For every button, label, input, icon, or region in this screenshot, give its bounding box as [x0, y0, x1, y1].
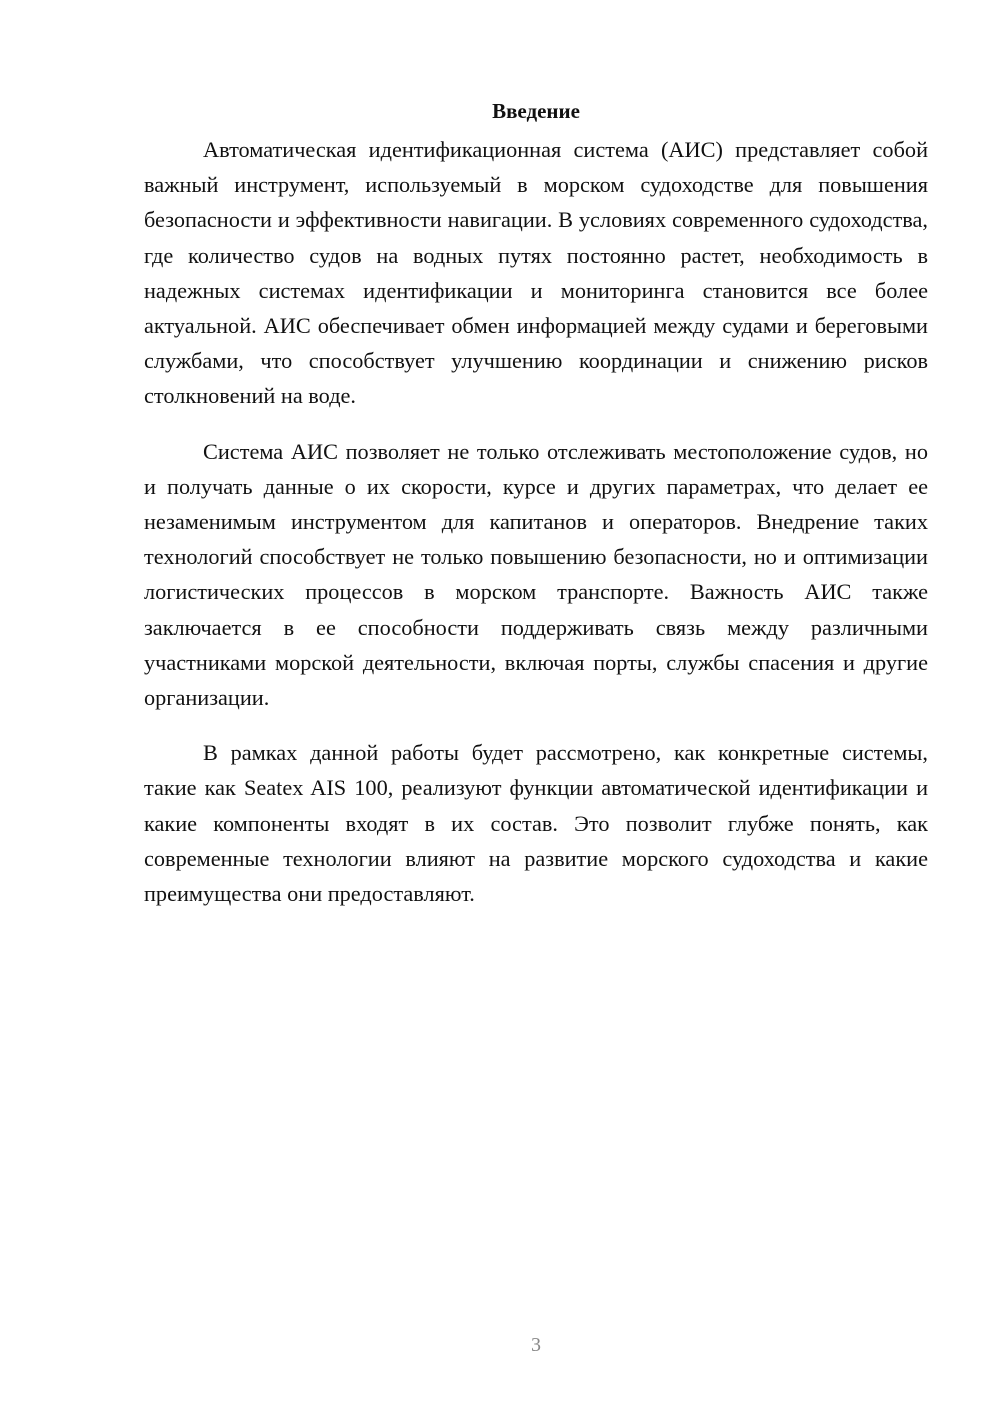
paragraph-3: В рамках данной работы будет рассмотрено, как конкретные системы, такие как Seatex AIS 100, реализуют функции автоматической идентификации и какие компоненты входят в их состав. Это позволит глубже понять, как современные технологии влияют на развитие морского судоходства и какие преимущества они предоставляют. [144, 740, 928, 907]
paragraph-1: Автоматическая идентификационная система (АИС) представляет собой важный инструмент, используемый в морском судоходстве для повышения безопасности и эффективности навигации. В условиях современного судоходства, где количество судов на водных путях постоянно растет, необходимость в надежных системах идентификации и мониторинга становится все более актуальной. АИС обеспечивает обмен информацией между судами и береговыми службами, что способствует улучшению координации и снижению рисков столкновений на воде. [144, 137, 928, 409]
page-content [144, 96, 928, 931]
section-title: Введение [492, 99, 580, 123]
paragraph-2: Система АИС позволяет не только отслеживать местоположение судов, но и получать данные о их скорости, курсе и других параметрах, что делает ее незаменимым инструментом для капитанов и операторов. Внедрение таких технологий способствует не только повышению безопасности, но и оптимизации логистических процессов в морском транспорте. Важность АИС также заключается в ее способности поддерживать связь между различными участниками морской деятельности, включая порты, службы спасения и другие организации. [144, 438, 928, 711]
page-number: 3 [531, 1334, 541, 1356]
